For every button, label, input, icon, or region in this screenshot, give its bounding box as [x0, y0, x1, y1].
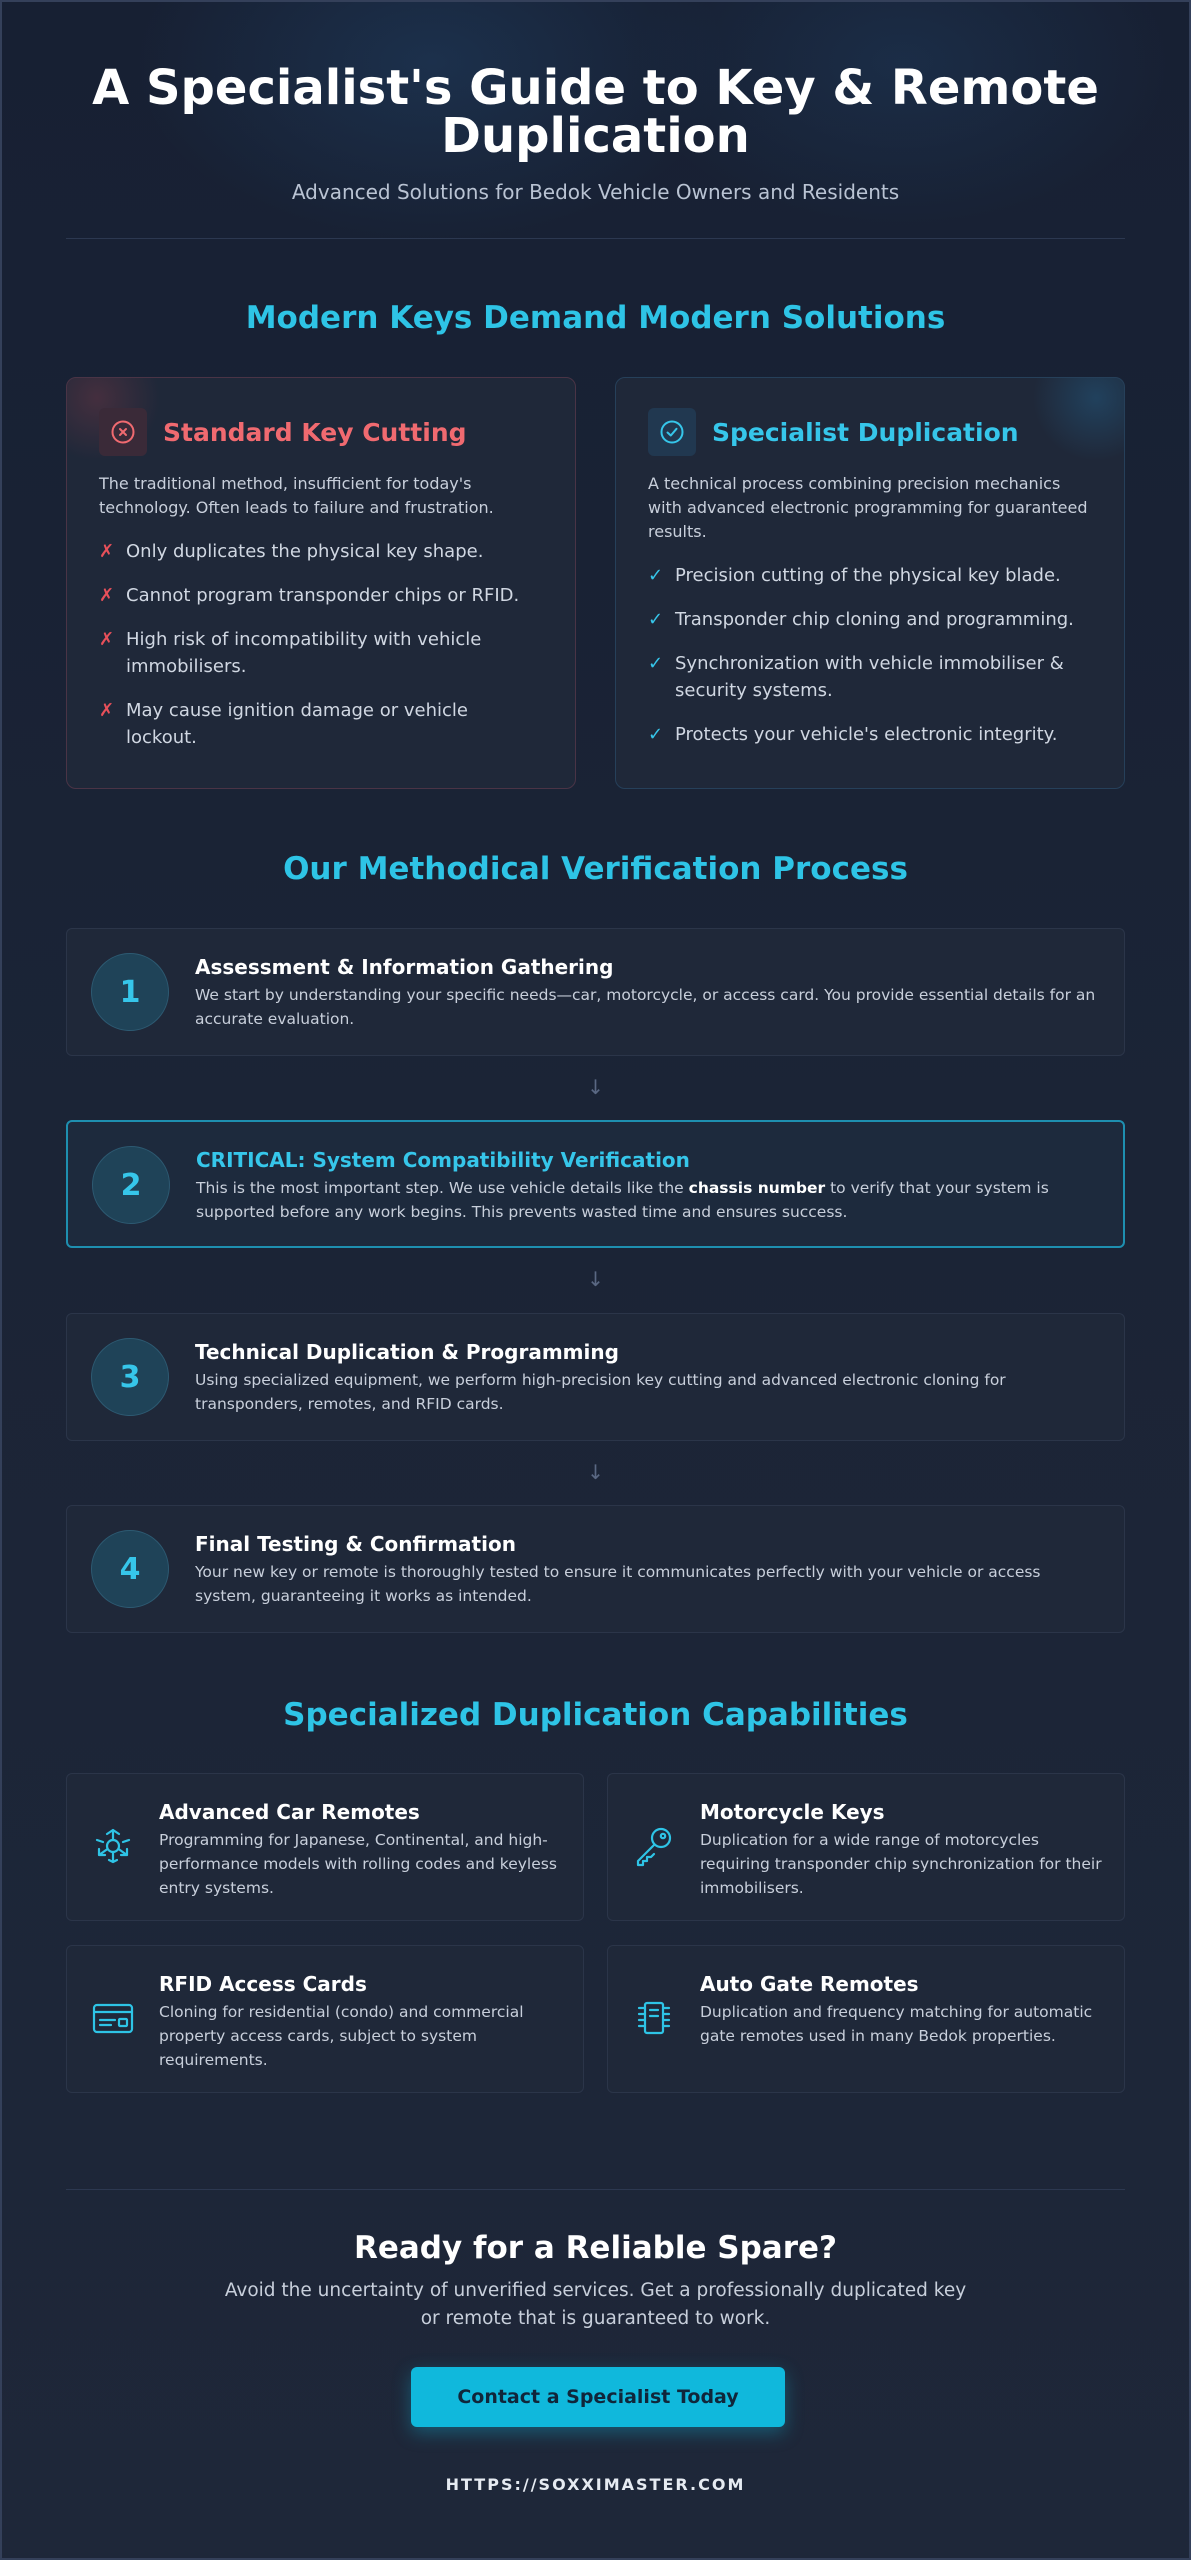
cross-icon: ✗ — [99, 585, 115, 606]
list-item — [99, 626, 543, 680]
page-subtitle: Advanced Solutions for Bedok Vehicle Owners and Residents — [291, 180, 900, 204]
list-item-text: Only duplicates the physical key shape. — [126, 541, 484, 562]
step-description: We start by understanding your specific needs—car, motorcycle, or access card. You provide essential details for an accurate evaluation. — [195, 986, 1096, 1028]
x-circle-icon — [99, 408, 147, 456]
specialist-card-description: A technical process combining precision mechanics with advanced electronic programming for guaranteed results. — [648, 474, 1088, 541]
list-item-text: Protects your vehicle's electronic integrity. — [675, 724, 1058, 745]
capability-description: Cloning for residential (condo) and commercial property access cards, subject to system requirements. — [159, 2003, 524, 2069]
step-description: Using specialized equipment, we perform high-precision key cutting and advanced electronic cloning for transponders, remotes, and RFID cards. — [195, 1371, 1006, 1413]
step-title: Technical Duplication & Programming — [195, 1340, 619, 1364]
cta-divider — [66, 2189, 1125, 2190]
capability-card-motorcycle-keys — [607, 1773, 1125, 1921]
chip-icon — [632, 1996, 676, 2040]
list-item — [648, 650, 1092, 704]
list-item-text: Synchronization with vehicle immobiliser & security systems. — [675, 653, 1064, 701]
process-step-1 — [66, 928, 1125, 1056]
step-description-text: to verify that your system is supported before any work begins. This prevents wasted time and ensures success. — [196, 1179, 1049, 1221]
step-title: Assessment & Information Gathering — [195, 955, 614, 979]
list-item — [648, 562, 1092, 589]
check-circle-icon — [648, 408, 696, 456]
list-item-text: Transponder chip cloning and programming. — [675, 609, 1074, 630]
specialist-duplication-card — [615, 377, 1125, 789]
page-title-line-1: A Specialist's Guide to Key & Remote — [92, 60, 1099, 116]
cross-icon: ✗ — [99, 700, 115, 721]
step-number: 4 — [91, 1530, 169, 1608]
key-icon — [632, 1824, 676, 1868]
capability-title: Auto Gate Remotes — [700, 1972, 919, 1996]
step-number: 2 — [92, 1146, 170, 1224]
step-description-text: This is the most important step. We use vehicle details like the — [196, 1179, 689, 1197]
capabilities-section-title: Specialized Duplication Capabilities — [283, 1697, 908, 1733]
list-item-text: May cause ignition damage or vehicle lockout. — [126, 700, 468, 748]
capability-card-rfid-cards — [66, 1945, 584, 2093]
card-icon — [91, 1996, 135, 2040]
list-item-text: Cannot program transponder chips or RFID. — [126, 585, 520, 606]
chassis-number-emphasis: chassis number — [688, 1179, 826, 1197]
check-icon: ✓ — [648, 724, 664, 745]
specialist-card-header — [648, 408, 1092, 456]
arrow-down-icon: ↓ — [587, 1267, 604, 1291]
standard-card-title: Standard Key Cutting — [163, 417, 467, 447]
step-number: 1 — [91, 953, 169, 1031]
check-icon: ✓ — [648, 609, 664, 630]
list-item — [99, 538, 543, 565]
capability-description: Duplication for a wide range of motorcycles requiring transponder chip synchronization for their immobilisers. — [700, 1831, 1102, 1897]
car-remote-icon — [91, 1824, 135, 1868]
process-step-3 — [66, 1313, 1125, 1441]
standard-card-list — [99, 538, 543, 751]
step-title: Final Testing & Confirmation — [195, 1532, 516, 1556]
arrow-down-icon: ↓ — [587, 1075, 604, 1099]
cross-icon: ✗ — [99, 541, 115, 562]
specialist-card-list — [648, 562, 1092, 748]
page-title-line-2: Duplication — [441, 108, 750, 164]
capability-title: Advanced Car Remotes — [159, 1800, 420, 1824]
specialist-card-title: Specialist Duplication — [712, 417, 1019, 447]
capability-card-gate-remotes — [607, 1945, 1125, 2093]
website-url-link[interactable]: HTTPS://SOXXIMASTER.COM — [445, 2475, 746, 2494]
list-item — [99, 582, 543, 609]
arrow-down-icon: ↓ — [587, 1460, 604, 1484]
standard-card-description: The traditional method, insufficient for today's technology. Often leads to failure and frustration. — [99, 474, 494, 517]
capability-description: Programming for Japanese, Continental, and high-performance models with rolling codes and keyless entry systems. — [159, 1831, 557, 1897]
page-title — [66, 60, 1125, 164]
capability-title: RFID Access Cards — [159, 1972, 367, 1996]
step-description — [196, 1176, 1095, 1224]
standard-card-header — [99, 408, 543, 456]
process-step-2 — [66, 1120, 1125, 1248]
list-item — [648, 606, 1092, 633]
list-item-text: Precision cutting of the physical key blade. — [675, 565, 1061, 586]
check-icon: ✓ — [648, 565, 664, 586]
list-item — [99, 697, 543, 751]
cross-icon: ✗ — [99, 629, 115, 650]
step-title: CRITICAL: System Compatibility Verification — [196, 1148, 690, 1172]
cta-title: Ready for a Reliable Spare? — [353, 2230, 837, 2266]
list-item-text: High risk of incompatibility with vehicle immobilisers. — [126, 629, 482, 677]
capability-description: Duplication and frequency matching for automatic gate remotes used in many Bedok properties. — [700, 2003, 1093, 2045]
capability-card-car-remotes — [66, 1773, 584, 1921]
contact-specialist-button[interactable]: Contact a Specialist Today — [411, 2367, 785, 2427]
step-number: 3 — [91, 1338, 169, 1416]
process-step-4 — [66, 1505, 1125, 1633]
cta-description: Avoid the uncertainty of unverified services. Get a professionally duplicated key or remote that is guaranteed to work. — [224, 2280, 967, 2329]
header-divider — [66, 238, 1125, 239]
process-section-title: Our Methodical Verification Process — [283, 851, 908, 887]
check-icon: ✓ — [648, 653, 664, 674]
step-description: Your new key or remote is thoroughly tested to ensure it communicates perfectly with your vehicle or access system, guaranteeing it works as intended. — [195, 1563, 1041, 1605]
standard-key-cutting-card — [66, 377, 576, 789]
list-item — [648, 721, 1092, 748]
capability-title: Motorcycle Keys — [700, 1800, 885, 1824]
comparison-section-title: Modern Keys Demand Modern Solutions — [245, 300, 946, 336]
